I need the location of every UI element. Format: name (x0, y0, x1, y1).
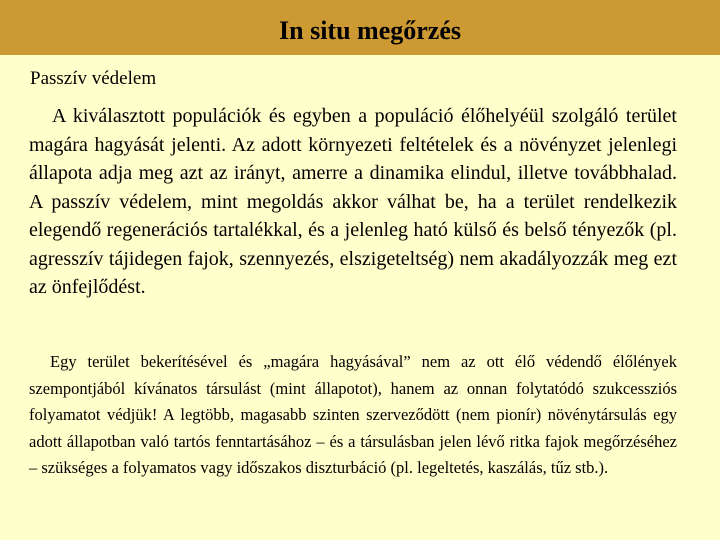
section-heading: Passzív védelem (30, 68, 157, 89)
body-paragraph-1: A kiválasztott populációk és egyben a populáció élőhelyéül szolgáló terület magára hagyását jelenti. Az adott környezeti feltételek és a növényzet jelenlegi állapota adja meg azt az irányt, amerre a dinamika elindul, illetve továbbhalad. A passzív védelem, mint megoldás akkor válhat be, ha a terület rendelkezik elegendő regenerációs tartalékkal, és a jelenleg ható külső és belső tényezők (pl. agresszív tájidegen fajok, szennyezés, elszigeteltség) nem akadályozzák meg ezt az önfejlődést. (29, 105, 677, 298)
body-paragraph-2: Egy terület bekerítésével és „magára hagyásával” nem az ott élő védendő élőlények szempontjából kívánatos társulást (mint állapotot), hanem az onnan folytatódó szukcessziós folyamatot védjük! A legtöbb, magasabb szinten szerveződött (nem pionír) növénytársulás egy adott állapotban való tartós fenntartásához – és a társulásban jelen lévő ritka fajok megőrzéséhez – szükséges a folyamatos vagy időszakos diszturbáció (pl. legeltetés, kaszálás, tűz stb.). (29, 352, 677, 477)
slide-title: In situ megőrzés (279, 16, 461, 45)
